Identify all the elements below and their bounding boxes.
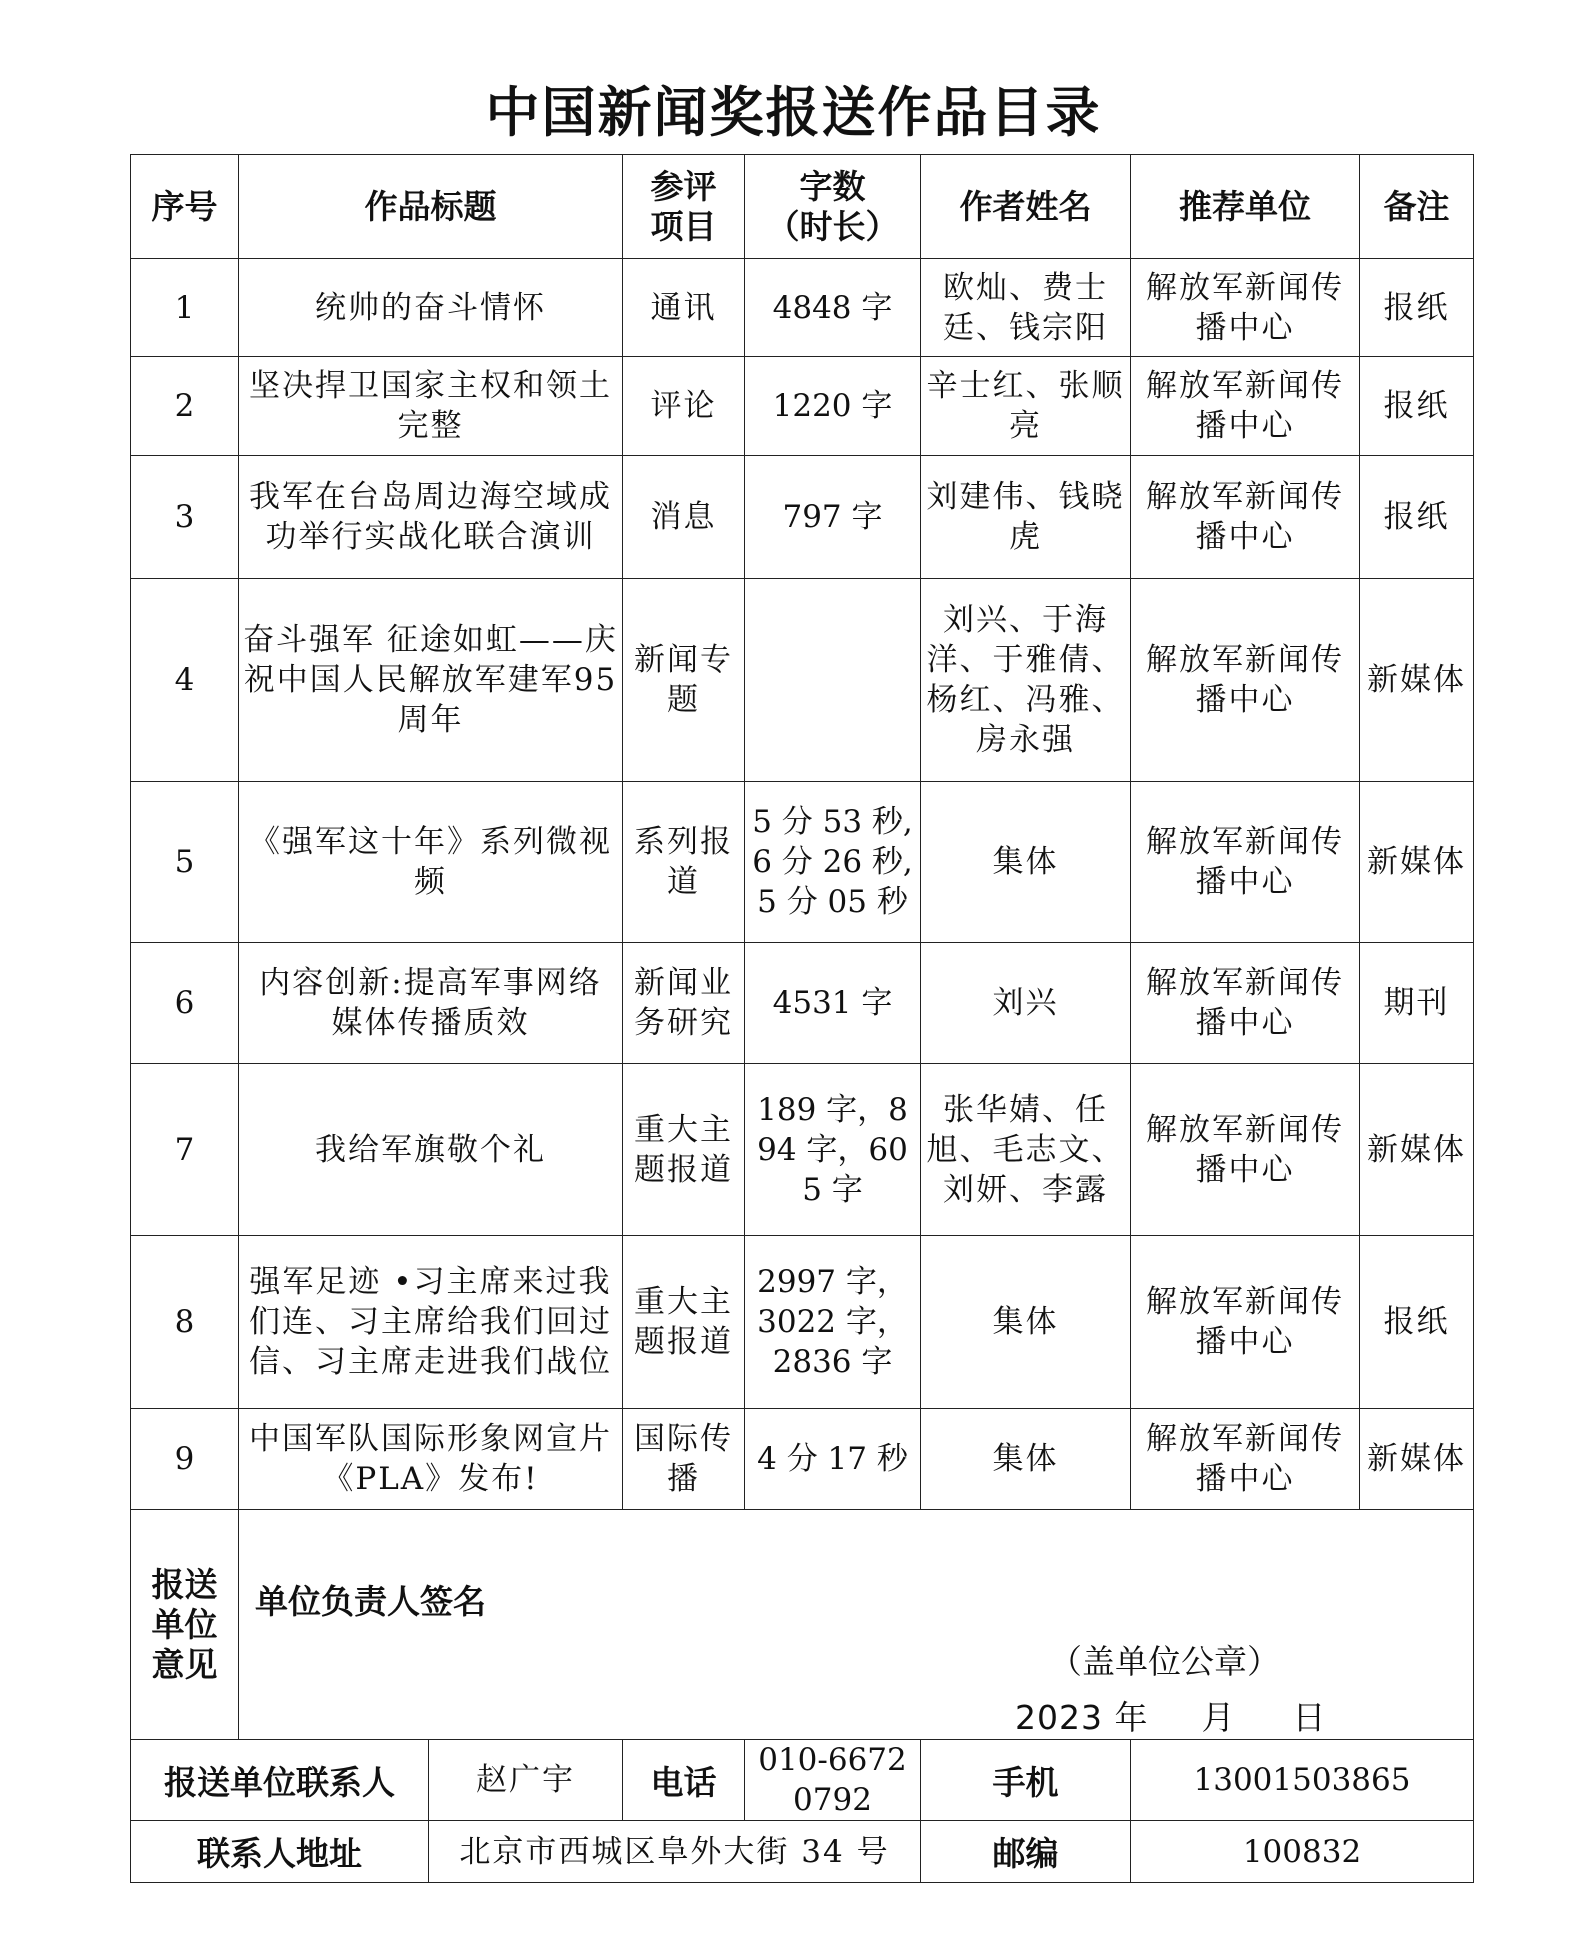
- row-title: 统帅的奋斗情怀: [239, 259, 623, 357]
- row-remark: 新媒体: [1360, 1064, 1474, 1236]
- row-no: 7: [131, 1064, 239, 1236]
- mobile-label: 手机: [921, 1740, 1131, 1821]
- table-row: [131, 1064, 1474, 1236]
- date-day: 日: [1292, 1698, 1327, 1737]
- postcode-label: 邮编: [921, 1821, 1131, 1883]
- row-remark: 报纸: [1360, 456, 1474, 579]
- table-row: [131, 456, 1474, 579]
- row-remark: 报纸: [1360, 259, 1474, 357]
- header-category: [623, 155, 745, 259]
- address-value: 北京市西城区阜外大街 34 号: [429, 1821, 921, 1883]
- row-no: 9: [131, 1409, 239, 1510]
- table-row: [131, 259, 1474, 357]
- row-no: 8: [131, 1236, 239, 1409]
- row-remark: 新媒体: [1360, 1409, 1474, 1510]
- row-authors: 欧灿、费士廷、钱宗阳: [921, 259, 1131, 357]
- row-title: 我军在台岛周边海空域成功举行实战化联合演训: [239, 456, 623, 579]
- row-unit: 解放军新闻传播中心: [1131, 782, 1360, 943]
- row-category: 新闻业务研究: [623, 943, 745, 1064]
- opinion-row: [131, 1510, 1474, 1740]
- row-title: 中国军队国际形象网宣片《PLA》发布!: [239, 1409, 623, 1510]
- row-no: 5: [131, 782, 239, 943]
- row-remark: 新媒体: [1360, 579, 1474, 782]
- seal-note: （盖单位公章）: [1049, 1642, 1280, 1681]
- contact-row: [131, 1740, 1474, 1821]
- table-header-row: [131, 155, 1474, 259]
- header-length-line1: 字数: [799, 166, 866, 206]
- header-no: 序号: [131, 155, 239, 259]
- row-authors: 刘建伟、钱晓虎: [921, 456, 1131, 579]
- row-title: 奋斗强军 征途如虹——庆祝中国人民解放军建军95周年: [239, 579, 623, 782]
- date-year: 2023 年: [1015, 1698, 1149, 1737]
- row-remark: 报纸: [1360, 1236, 1474, 1409]
- table-row: [131, 1236, 1474, 1409]
- works-table: [130, 154, 1474, 1883]
- opinion-label: [131, 1510, 239, 1740]
- row-category: 通讯: [623, 259, 745, 357]
- row-category: 国际传播: [623, 1409, 745, 1510]
- row-remark: 新媒体: [1360, 782, 1474, 943]
- header-length-line2: （时长）: [766, 206, 899, 246]
- row-unit: 解放军新闻传播中心: [1131, 259, 1360, 357]
- table-row: [131, 943, 1474, 1064]
- row-length: 797 字: [745, 456, 921, 579]
- row-unit: 解放军新闻传播中心: [1131, 1064, 1360, 1236]
- header-category-line2: 项目: [650, 206, 717, 246]
- table-row: [131, 782, 1474, 943]
- row-category: 系列报道: [623, 782, 745, 943]
- row-length: 4848 字: [745, 259, 921, 357]
- row-authors: 辛士红、张顺亮: [921, 357, 1131, 456]
- row-title: 强军足迹 •习主席来过我们连、习主席给我们回过信、习主席走进我们战位: [239, 1236, 623, 1409]
- row-unit: 解放军新闻传播中心: [1131, 1409, 1360, 1510]
- phone-label: 电话: [623, 1740, 745, 1821]
- header-authors: 作者姓名: [921, 155, 1131, 259]
- address-row: [131, 1821, 1474, 1883]
- header-category-line1: 参评: [650, 166, 717, 206]
- row-category: 重大主题报道: [623, 1064, 745, 1236]
- table-row: [131, 1409, 1474, 1510]
- row-no: 6: [131, 943, 239, 1064]
- signature-label: 单位负责人签名: [255, 1582, 486, 1621]
- header-title: 作品标题: [239, 155, 623, 259]
- contact-value: 赵广宇: [429, 1740, 623, 1821]
- row-title: 内容创新:提高军事网络媒体传播质效: [239, 943, 623, 1064]
- row-authors: 张华婧、任旭、毛志文、刘妍、李露: [921, 1064, 1131, 1236]
- row-title: 《强军这十年》系列微视频: [239, 782, 623, 943]
- row-no: 2: [131, 357, 239, 456]
- row-remark: 报纸: [1360, 357, 1474, 456]
- address-label: 联系人地址: [131, 1821, 429, 1883]
- row-unit: 解放军新闻传播中心: [1131, 1236, 1360, 1409]
- row-no: 4: [131, 579, 239, 782]
- header-unit: 推荐单位: [1131, 155, 1360, 259]
- row-length: 5 分 53 秒,6 分 26 秒,5 分 05 秒: [745, 782, 921, 943]
- table-row: [131, 579, 1474, 782]
- opinion-content: [239, 1510, 1474, 1740]
- row-length: 4531 字: [745, 943, 921, 1064]
- contact-label: 报送单位联系人: [131, 1740, 429, 1821]
- row-unit: 解放军新闻传播中心: [1131, 357, 1360, 456]
- document-title: 中国新闻奖报送作品目录: [485, 81, 1102, 144]
- row-category: 新闻专题: [623, 579, 745, 782]
- phone-value: 010-66720792: [745, 1740, 921, 1821]
- table-row: [131, 357, 1474, 456]
- header-length: [745, 155, 921, 259]
- row-unit: 解放军新闻传播中心: [1131, 579, 1360, 782]
- row-no: 1: [131, 259, 239, 357]
- opinion-label-text: 报送单位意见: [151, 1564, 218, 1684]
- opinion-date: [1015, 1692, 1326, 1739]
- row-authors: 集体: [921, 1409, 1131, 1510]
- row-category: 评论: [623, 357, 745, 456]
- row-length: [745, 579, 921, 782]
- row-authors: 刘兴: [921, 943, 1131, 1064]
- row-authors: 集体: [921, 1236, 1131, 1409]
- row-unit: 解放军新闻传播中心: [1131, 456, 1360, 579]
- mobile-value: 13001503865: [1131, 1740, 1474, 1821]
- row-no: 3: [131, 456, 239, 579]
- row-unit: 解放军新闻传播中心: [1131, 943, 1360, 1064]
- row-category: 重大主题报道: [623, 1236, 745, 1409]
- date-month: 月: [1201, 1698, 1236, 1737]
- postcode-value: 100832: [1131, 1821, 1474, 1883]
- row-authors: 刘兴、于海洋、于雅倩、杨红、冯雅、房永强: [921, 579, 1131, 782]
- row-category: 消息: [623, 456, 745, 579]
- row-title: 坚决捍卫国家主权和领土完整: [239, 357, 623, 456]
- row-length: 4 分 17 秒: [745, 1409, 921, 1510]
- row-length: 2997 字，3022 字，2836 字: [745, 1236, 921, 1409]
- header-remark: 备注: [1360, 155, 1474, 259]
- row-length: 189 字，894 字，605 字: [745, 1064, 921, 1236]
- row-remark: 期刊: [1360, 943, 1474, 1064]
- row-title: 我给军旗敬个礼: [239, 1064, 623, 1236]
- row-authors: 集体: [921, 782, 1131, 943]
- row-length: 1220 字: [745, 357, 921, 456]
